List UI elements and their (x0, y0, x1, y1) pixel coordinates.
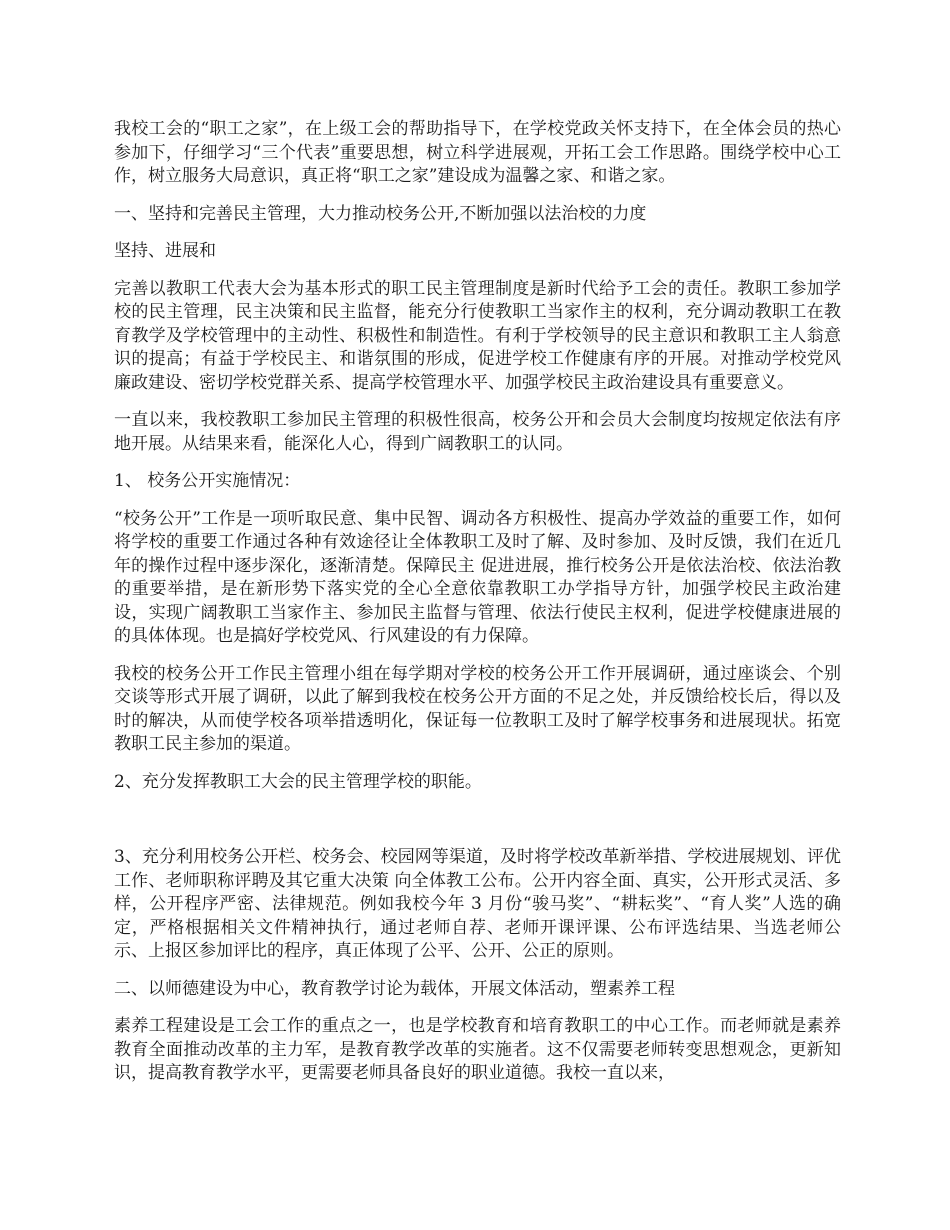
item-heading-2: 2、充分发挥教职工大会的民主管理学校的职能。 (114, 771, 482, 792)
body-paragraph: 素养工程建设是工会工作的重点之一，也是学校教育和培育教职工的中心工作。而老师就是素养教育全面推动改革的主力军，是教育教学改革的实施者。这不仅需要老师转变思想观念，更新知识，提高教育教学水平，更需要老师具备良好的职业道德。我校一直以来， (114, 1016, 841, 1083)
body-paragraph: 完善以教职工代表大会为基本形式的职工民主管理制度是新时代给予工会的责任。教职工参加学校的民主管理，民主决策和民主监督，能充分行使教职工当家作主的权利，充分调动教职工在教育教学及学校管理中的主动性、积极性和制造性。有利于学校领导的民主意识和教职工主人翁意识的提高；有益于学校民主、和谐氛围的形成，促进学校工作健康有序的开展。对推动学校党风廉政建设、密切学校党群关系、提高学校管理水平、加强学校民主政治建设具有重要意义。 (114, 278, 841, 393)
document-page (114, 118, 841, 1100)
item-heading-1: 1、 校务公开实施情况： (114, 471, 301, 491)
section-heading-2: 二、以师德建设为中心，教育教学讨论为载体，开展文体活动，塑素养工程 (114, 978, 675, 999)
intro-paragraph: 我校工会的“职工之家”，在上级工会的帮助指导下，在学校党政关怀支持下，在全体会员的热心参加下，仔细学习“三个代表”重要思想，树立科学进展观，开拓工会工作思路。围绕学校中心工作，树立服务大局意识，真正将“职工之家”建设成为温馨之家、和谐之家。 (114, 119, 841, 186)
body-paragraph: “校务公开”工作是一项听取民意、集中民智、调动各方积极性、提高办学效益的重要工作，如何将学校的重要工作通过各种有效途径让全体教职工及时了解、及时参加、及时反馈，我们在近几年的操作过程中逐步深化，逐渐清楚。保障民主 促进进展，推行校务公开是依法治校、依法治教的重要举措，是在新形势下落实党的全心全意依靠教职工办学指导方针，加强学校民主政治建设，实现广阔教职工当家作主、参加民主监督与管理、依法行使民主权利，促进学校健康进展的的具体体现。也是搞好学校党风、行风建设的有力保障。 (114, 508, 841, 646)
blank-gap (114, 808, 841, 846)
section-heading-1: 一、坚持和完善民主管理，大力推动校务公开,不断加强以法治校的力度 (114, 203, 647, 224)
subheading-line: 坚持、进展和 (114, 241, 216, 261)
body-paragraph: 一直以来，我校教职工参加民主管理的积极性很高，校务公开和会员大会制度均按规定依法有序地开展。从结果来看，能深化人心，得到广阔教职工的认同。 (114, 410, 841, 454)
body-paragraph: 我校的校务公开工作民主管理小组在每学期对学校的校务公开工作开展调研，通过座谈会、个别交谈等形式开展了调研，以此了解到我校在校务公开方面的不足之处，并反馈给校长后，得以及时的解决，从而使学校各项举措透明化，保证每一位教职工及时了解学校事务和进展现状。拓宽教职工民主参加的渠道。 (114, 663, 841, 754)
body-paragraph: 3、充分利用校务公开栏、校务会、校园网等渠道，及时将学校改革新举措、学校进展规划、评优工作、老师职称评聘及其它重大决策 向全体教工公布。公开内容全面、真实，公开形式灵活、多样，公开程序严密、法律规范。例如我校今年 3 月份“骏马奖”、“耕耘奖”、“育人奖”人选的确定，严格根据相关文件精神执行，通过老师自荐、老师开课评课、公布评选结果、当选老师公示、上报区参加评比的程序，真正体现了公平、公开、公正的原则。 (114, 847, 841, 961)
